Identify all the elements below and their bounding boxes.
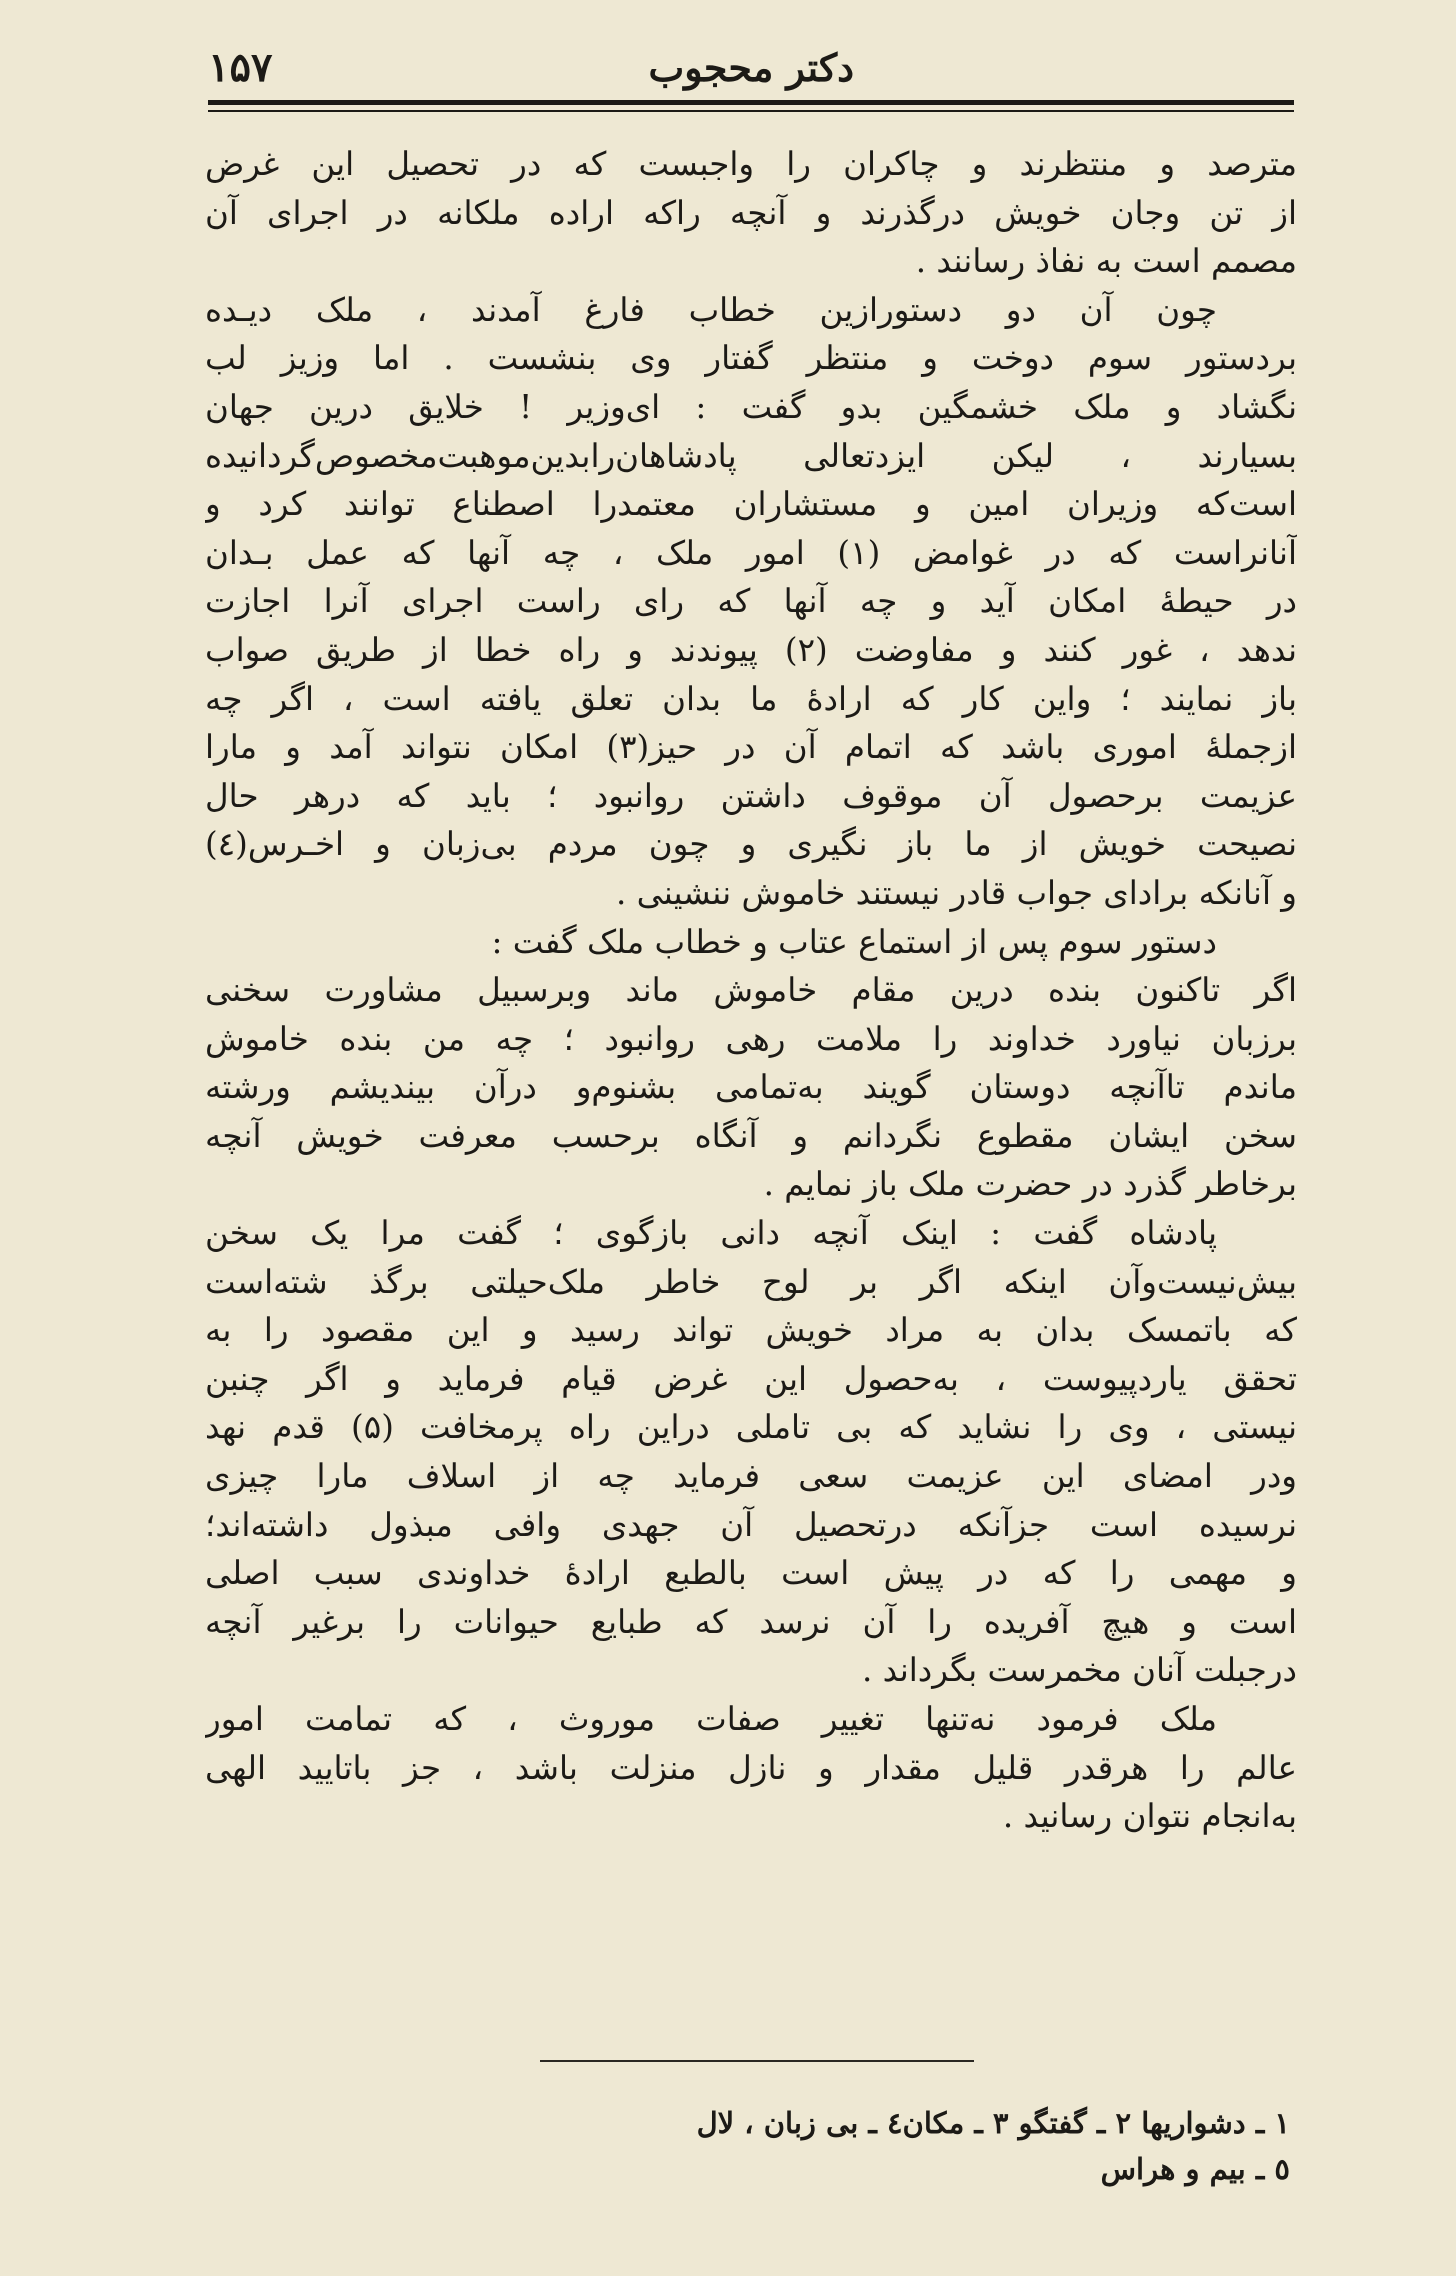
text-line: بیش‌نیست‌وآن اینکه اگر بر لوح خاطر ملک‌حیلتی برگذ شته‌است bbox=[205, 1262, 1297, 1301]
footnote-divider bbox=[540, 2060, 974, 2062]
page-number: ۱۵۷ bbox=[208, 44, 273, 91]
header-rule-thin bbox=[208, 110, 1294, 112]
text-line: آنانراست که در غوامض (۱) امور ملک ، چه آنها که عمل بـدان bbox=[205, 533, 1297, 572]
text-line: مصمم است به نفاذ رسانند . bbox=[915, 242, 1297, 281]
text-line: به‌انجام نتوان رسانید . bbox=[1002, 1797, 1297, 1836]
text-line: از تن وجان خویش درگذرند و آنچه راکه اراده ملکانه در اجرای آن bbox=[205, 193, 1297, 232]
text-line: که باتمسک بدان به مراد خویش تواند رسید و این مقصود را به bbox=[205, 1311, 1297, 1350]
text-line: بردستور سوم دوخت و منتظر گفتار وی بنشست . اما وزیز لب bbox=[205, 339, 1297, 378]
text-line: باز نمایند ؛ واین کار که ارادهٔ ما بدان تعلق یافته است ، اگر چه bbox=[205, 679, 1297, 718]
text-line: نیستی ، وی را نشاید که بی تاملی دراین راه پرمخافت (۵) قدم نهد bbox=[205, 1408, 1297, 1447]
text-line: عزیمت برحصول آن موقوف داشتن روانبود ؛ باید که درهر حال bbox=[205, 776, 1297, 815]
footnote-line: ۱ ـ دشواریها ۲ ـ گفتگو ۳ ـ مکان٤ ـ بی زبان ، لال bbox=[696, 2106, 1290, 2140]
text-line: چون آن دو دستورازین خطاب فارغ آمدند ، ملک دیـده bbox=[205, 290, 1217, 329]
text-line: و آنانکه برادای جواب قادر نیستند خاموش ننشینی . bbox=[615, 873, 1297, 912]
text-line: نصیحت خویش از ما باز نگیری و چون مردم بی‌زبان و اخـرس(٤) bbox=[205, 825, 1297, 864]
text-line: است‌که وزیران امین و مستشاران معتمدرا اصطناع توانند کرد و bbox=[205, 485, 1297, 524]
page-header bbox=[208, 38, 1294, 100]
text-line: برخاطر گذرد در حضرت ملک باز نمایم . bbox=[763, 1165, 1297, 1204]
text-line: ازجملهٔ اموری باشد که اتمام آن در حیز(۳) امکان نتواند آمد و مارا bbox=[205, 728, 1297, 767]
footnote-line: ٥ ـ بیم و هراس bbox=[1100, 2152, 1290, 2186]
text-line: ملک فرمود نه‌تنها تغییر صفات موروث ، که تمامت امور bbox=[205, 1700, 1217, 1738]
text-line: پادشاه گفت : اینک آنچه دانی بازگوی ؛ گفت مرا یک سخن bbox=[205, 1214, 1217, 1253]
running-title: دکتر محجوب bbox=[648, 45, 854, 90]
text-line: دستور سوم پس از استماع عتاب و خطاب ملک گفت : bbox=[491, 922, 1217, 961]
text-line: اگر تاکنون بنده درین مقام خاموش ماند وبرسبیل مشاورت سخنی bbox=[205, 971, 1297, 1010]
text-line: نگشاد و ملک خشمگین بدو گفت : ای‌وزیر ! خلایق درین جهان bbox=[205, 387, 1297, 426]
text-line: نرسیده است جزآنکه درتحصیل آن جهدی وافی مبذول داشته‌اند؛ bbox=[205, 1505, 1297, 1544]
text-line: است و هیچ آفریده را آن نرسد که طبایع حیوانات را برغیر آنچه bbox=[205, 1602, 1297, 1641]
footnotes bbox=[500, 2100, 1300, 2192]
text-line: بسیارند ، لیکن ایزدتعالی پادشاهان‌رابدین‌موهبت‌مخصوص‌گردانیده bbox=[205, 436, 1297, 475]
text-line: مترصد و منتظرند و چاکران را واجبست که در تحصیل این غرض bbox=[205, 145, 1297, 183]
header-rule-thick bbox=[208, 100, 1294, 105]
text-line: برزبان نیاورد خداوند را ملامت رهی روانبود ؛ چه من بنده خاموش bbox=[205, 1019, 1297, 1058]
body-text bbox=[205, 140, 1297, 1841]
text-line: ماندم تاآنچه دوستان گویند به‌تمامی بشنوم‌و درآن بیندیشم ورشته bbox=[205, 1068, 1297, 1107]
text-line: و مهمی را که در پیش است بالطبع ارادهٔ خداوندی سبب اصلی bbox=[205, 1554, 1297, 1593]
text-line: عالم را هرقدر قلیل مقدار و نازل منزلت باشد ، جز باتایید الهی bbox=[205, 1748, 1297, 1787]
text-line: تحقق یارد‌پیوست ، به‌حصول این غرض قیام فرماید و اگر چنبن bbox=[205, 1359, 1297, 1398]
text-line: سخن ایشان مقطوع نگردانم و آنگاه برحسب معرفت خویش آنچه bbox=[205, 1116, 1297, 1155]
text-line: در حیطهٔ امکان آید و چه آنها که رای راست اجرای آنرا اجازت bbox=[205, 582, 1297, 621]
text-line: درجبلت آنان مخمرست بگرداند . bbox=[861, 1651, 1297, 1690]
text-line: ندهد ، غور کنند و مفاوضت (۲) پیوندند و راه خطا از طریق صواب bbox=[205, 630, 1297, 669]
text-line: ودر امضای این عزیمت سعی فرماید چه از اسلاف مارا چیزی bbox=[205, 1457, 1297, 1496]
